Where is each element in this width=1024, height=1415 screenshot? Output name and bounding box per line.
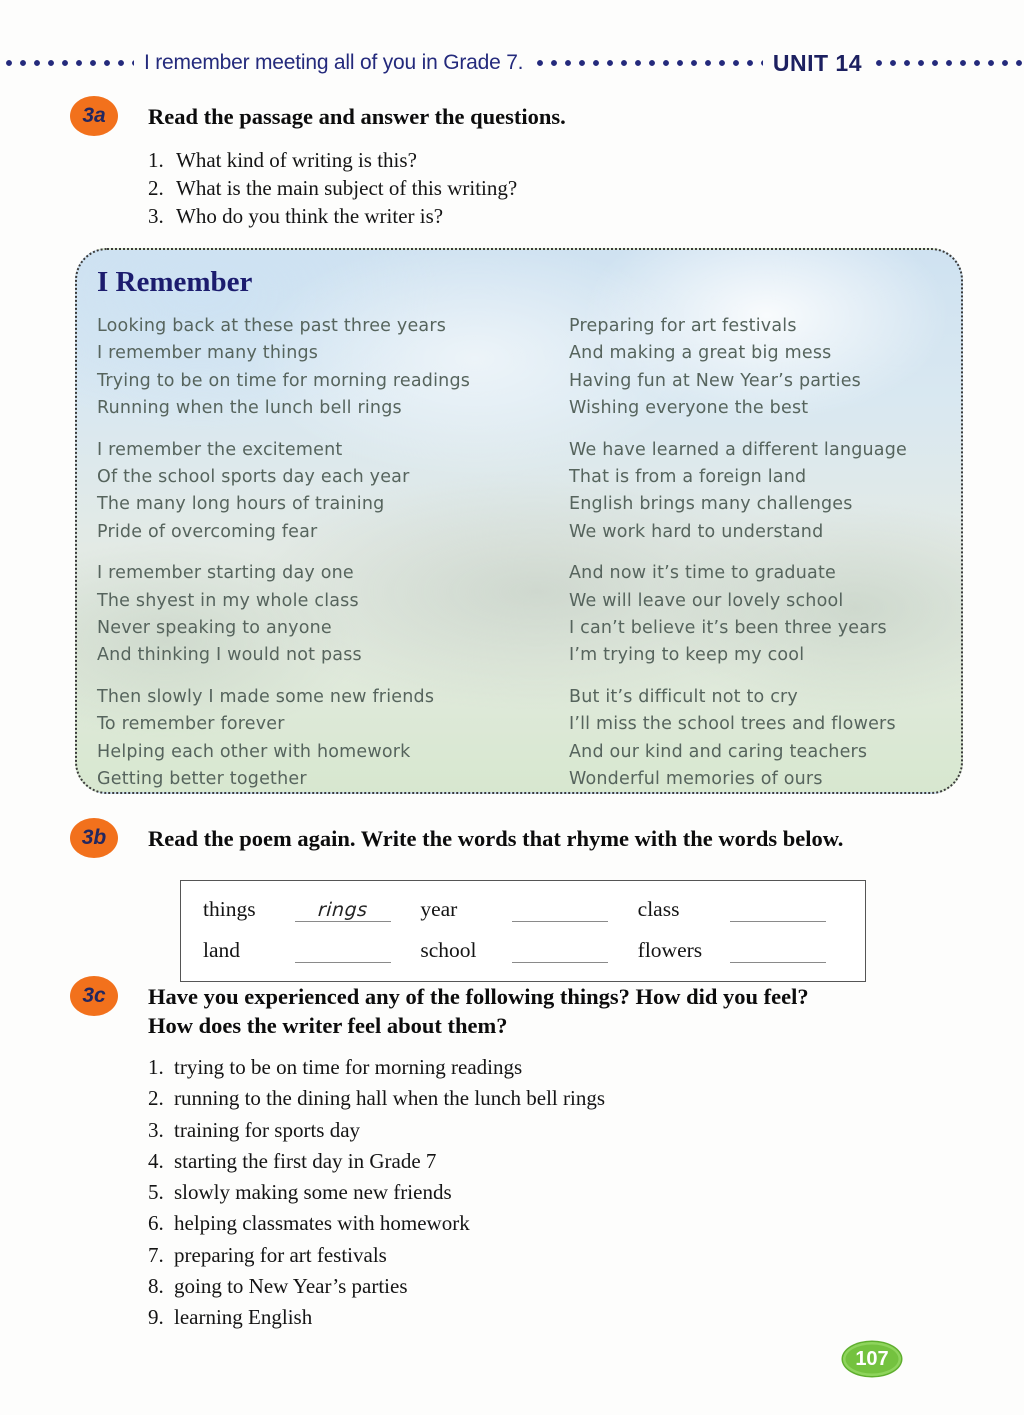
unit-label: UNIT 14 — [772, 49, 862, 76]
item-number: 8. — [148, 1274, 164, 1299]
item-text: preparing for art festivals — [174, 1242, 387, 1267]
question-text: What is the main subject of this writing? — [176, 176, 518, 200]
item-number: 2. — [148, 1086, 164, 1111]
dotted-rule-mid — [533, 59, 763, 67]
rhyme-cell — [638, 897, 855, 922]
item-text: going to New Year’s parties — [174, 1274, 408, 1299]
poem-line: Trying to be on time for morning readings — [97, 370, 471, 391]
rhyme-word: flowers — [637, 938, 703, 962]
poem-line: English brings many challenges — [569, 494, 853, 515]
poem-line: We have learned a different language — [569, 439, 907, 460]
poem-column-left — [97, 313, 569, 808]
item-text: training for sports day — [174, 1117, 361, 1142]
dotted-rule-right — [872, 59, 1022, 67]
poem-line: Having fun at New Year’s parties — [569, 370, 861, 391]
poem-line: I remember many things — [97, 343, 319, 364]
poem-stanza — [97, 437, 569, 547]
item-number: 5. — [148, 1180, 164, 1205]
poem-line: I’m trying to keep my cool — [569, 645, 805, 666]
rhyme-answer-blank[interactable] — [295, 938, 391, 963]
dotted-rule-left — [2, 59, 134, 67]
question-number: 1. — [148, 148, 164, 172]
item-text: slowly making some new friends — [174, 1180, 452, 1205]
poem-line: Of the school sports day each year — [97, 467, 410, 488]
rhyme-answer-blank[interactable] — [730, 897, 826, 922]
list-item — [148, 1240, 1004, 1271]
rhyme-answer-text: rings — [317, 899, 369, 921]
poem-stanza — [569, 313, 937, 423]
poem-stanza — [569, 684, 937, 794]
poem-line: And thinking I would not pass — [97, 645, 362, 666]
rhyme-cell — [203, 938, 420, 963]
section-3c-badge: 3c — [70, 976, 118, 1016]
section-3a-heading: Read the passage and answer the questions. — [148, 104, 566, 129]
rhyme-answer-blank[interactable] — [512, 938, 608, 963]
item-text: helping classmates with homework — [174, 1211, 470, 1236]
poem-line: Wonderful memories of ours — [569, 769, 823, 790]
section-3a — [70, 96, 984, 230]
question-number: 2. — [148, 176, 164, 200]
rhyme-cell — [420, 897, 637, 922]
page-header — [0, 48, 1024, 78]
rhyme-cell — [638, 938, 855, 963]
list-item — [148, 1115, 1004, 1146]
poem-stanza — [97, 313, 569, 423]
item-text: trying to be on time for morning readings — [174, 1055, 523, 1079]
item-text: starting the first day in Grade 7 — [174, 1148, 437, 1173]
poem-line: That is from a foreign land — [569, 467, 807, 488]
rhyme-word: land — [203, 938, 241, 962]
poem-line: We will leave our lovely school — [569, 590, 844, 611]
question-list — [148, 146, 984, 230]
poem-box — [75, 248, 963, 794]
poem-line: And making a great big mess — [569, 343, 832, 364]
section-3b — [70, 818, 984, 982]
poem-line: Getting better together — [97, 769, 307, 790]
item-number: 7. — [148, 1242, 164, 1267]
item-text: learning English — [174, 1305, 313, 1330]
list-item — [148, 1083, 1004, 1114]
poem-line: To remember forever — [97, 714, 285, 735]
poem-line: Wishing everyone the best — [569, 398, 809, 419]
rhyme-word: class — [637, 897, 680, 921]
rhyme-word: things — [203, 897, 256, 921]
section-3c-heading — [148, 976, 809, 1040]
poem-column-right — [569, 313, 937, 808]
poem-title: I Remember — [97, 266, 253, 298]
poem-line: I remember the excitement — [97, 439, 343, 460]
poem-line: The shyest in my whole class — [97, 590, 359, 611]
poem-line: Helping each other with homework — [97, 741, 411, 762]
poem-line: Running when the lunch bell rings — [97, 398, 402, 419]
poem-line: Then slowly I made some new friends — [97, 686, 435, 707]
item-text: running to the dining hall when the lunch bell rings — [174, 1086, 606, 1111]
item-number: 6. — [148, 1211, 164, 1236]
list-item — [148, 1302, 1004, 1333]
poem-line: Looking back at these past three years — [97, 316, 447, 336]
question-text: Who do you think the writer is? — [176, 204, 444, 228]
poem-line: And now it’s time to graduate — [569, 563, 836, 584]
experience-list — [148, 1052, 1004, 1334]
poem-stanza — [97, 560, 569, 670]
section-3c — [70, 976, 1004, 1334]
poem-line: Never speaking to anyone — [97, 618, 332, 639]
item-number: 9. — [148, 1305, 164, 1330]
section-3a-badge: 3a — [70, 96, 118, 136]
question-number: 3. — [148, 204, 164, 228]
item-number: 3. — [148, 1117, 164, 1142]
rhyme-answer-blank[interactable] — [512, 897, 608, 922]
poem-line: We work hard to understand — [569, 521, 824, 542]
rhyme-word: year — [420, 897, 458, 921]
poem-line: I remember starting day one — [97, 563, 354, 584]
poem-line: Pride of overcoming fear — [97, 521, 318, 542]
question-item — [148, 202, 984, 230]
poem-line: The many long hours of training — [97, 494, 385, 515]
question-item — [148, 174, 984, 202]
list-item — [148, 1271, 1004, 1302]
poem-stanza — [569, 560, 937, 670]
section-3b-heading: Read the poem again. Write the words that rhyme with the words below. — [148, 826, 844, 851]
item-number: 1. — [148, 1055, 164, 1079]
page-number-badge: 107 — [843, 1342, 901, 1376]
rhyme-answer-blank[interactable] — [295, 897, 391, 922]
rhyme-cell — [203, 897, 420, 922]
poem-line: I can’t believe it’s been three years — [569, 618, 887, 639]
question-item — [148, 146, 984, 174]
list-item — [148, 1146, 1004, 1177]
section-3c-heading-line2: How does the writer feel about them? — [148, 1013, 508, 1038]
question-text: What kind of writing is this? — [176, 148, 417, 172]
poem-line: And our kind and caring teachers — [569, 741, 868, 762]
section-3c-heading-line1: Have you experienced any of the following things? How did you feel? — [148, 984, 809, 1009]
list-item — [148, 1052, 1004, 1083]
list-item — [148, 1177, 1004, 1208]
rhyme-word: school — [420, 938, 477, 962]
poem-line: Preparing for art festivals — [569, 316, 797, 336]
poem-line: I’ll miss the school trees and flowers — [569, 714, 896, 735]
header-lesson-title: I remember meeting all of you in Grade 7. — [144, 51, 524, 74]
section-3b-badge: 3b — [70, 818, 118, 858]
rhyme-table — [180, 880, 866, 982]
poem-stanza — [97, 684, 569, 794]
poem-line: But it’s difficult not to cry — [569, 686, 798, 707]
list-item — [148, 1208, 1004, 1239]
poem-stanza — [569, 437, 937, 547]
item-number: 4. — [148, 1148, 164, 1173]
rhyme-answer-blank[interactable] — [730, 938, 826, 963]
rhyme-cell — [420, 938, 637, 963]
